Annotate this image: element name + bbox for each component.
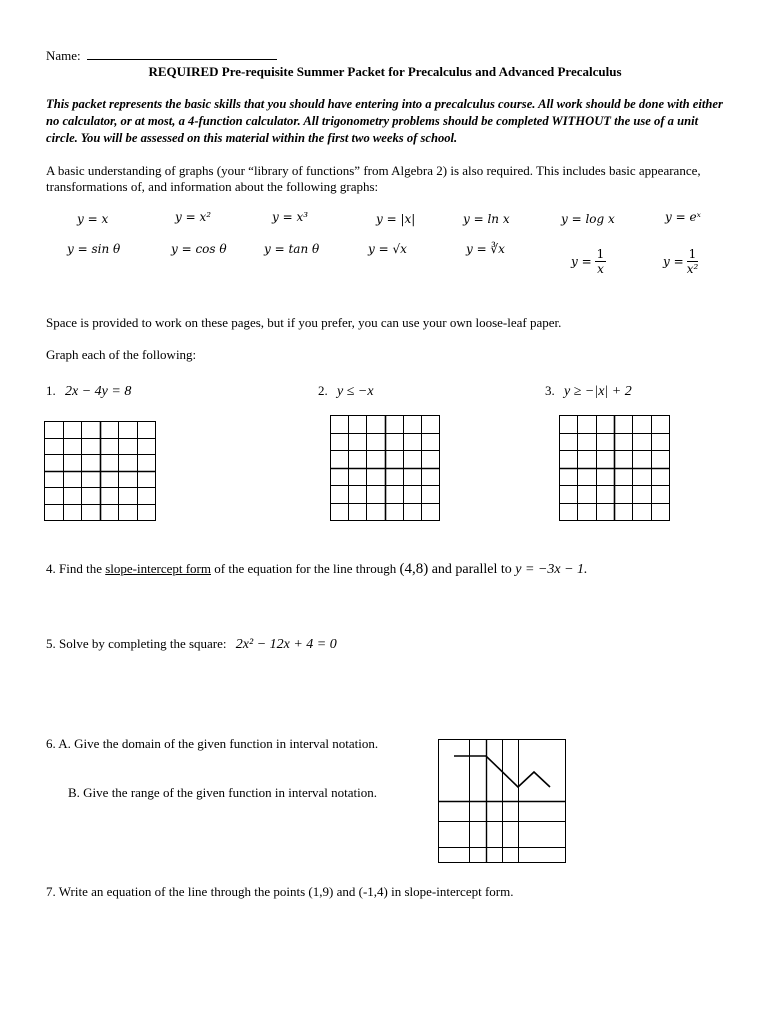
name-blank[interactable] [87, 49, 277, 60]
function-y-x: y = x [77, 212, 109, 226]
intro-paragraph: This packet represents the basic skills that you should have entering into a precalculus course. All work should be done with either no calculator, or at most, a 4-function calculator. All trigonometry problems should be completed WITHOUT the use of a unit circle. You will be assessed on this material within the first two weeks of school. [46, 97, 723, 145]
problem-4-line-equation: y = −3x − 1. [515, 562, 588, 577]
problem-3-equation: y ≥ −|x| + 2 [564, 384, 632, 399]
function-y-one-over-x-squared [663, 248, 698, 276]
problem-5 [46, 636, 337, 653]
graph-instruction: Graph each of the following: [46, 347, 197, 362]
problem-3-number: 3. [545, 383, 555, 398]
function-y-one-over-x-squared-lhs: y = [663, 254, 684, 269]
space-note: Space is provided to work on these pages, but if you prefer, you can use your own loose-leaf paper. [46, 315, 562, 330]
function-y-sqrt-x: y = √x [368, 242, 407, 256]
problem-5-text: 5. Solve by completing the square: [46, 636, 227, 651]
problem-4-middle: of the equation for the line through [211, 561, 400, 576]
problem-4-suffix: and parallel to [428, 562, 516, 577]
problem-5-equation: 2x² − 12x + 4 = 0 [235, 637, 337, 652]
problem-7: 7. Write an equation of the line through the points (1,9) and (-1,4) in slope-intercept form. [46, 884, 514, 899]
function-y-log-x: y = log x [561, 212, 615, 226]
problem-2-equation: y ≤ −x [337, 384, 374, 399]
function-y-tan: y = tan θ [264, 242, 320, 256]
function-y-e-x: y = eˣ [665, 210, 701, 224]
slope-intercept-form-term: slope-intercept form [105, 561, 211, 576]
graph-grid-1[interactable] [44, 421, 156, 521]
function-graph-6 [438, 739, 566, 863]
problem-4-prefix: 4. Find the [46, 561, 106, 576]
problem-2-number: 2. [318, 383, 328, 398]
function-y-abs-x: y = |x| [376, 212, 416, 226]
problem-1 [46, 383, 131, 400]
function-y-cos: y = cos θ [171, 242, 227, 256]
graph-grid-3[interactable] [559, 415, 670, 521]
problem-1-equation: 2x − 4y = 8 [65, 384, 132, 399]
basic-understanding-paragraph: A basic understanding of graphs (your “library of functions” from Algebra 2) is also required. This includes basic appearance, transformations of, and information about the following graphs: [46, 163, 701, 194]
name-label: Name: [46, 48, 81, 63]
function-y-x-cubed: y = x³ [272, 210, 309, 224]
problem-4-point: (4,8) [399, 561, 429, 577]
function-y-cbrt-x: y = ∛x [466, 242, 505, 256]
function-y-one-over-x [571, 248, 606, 276]
function-y-one-over-x-fraction: $\frac{1}{x}$ [596, 247, 605, 276]
page-title: REQUIRED Pre-requisite Summer Packet for Precalculus and Advanced Precalculus [148, 64, 622, 79]
function-y-x-squared: y = x² [175, 210, 212, 224]
problem-1-number: 1. [46, 383, 56, 398]
problem-4 [46, 561, 588, 578]
problem-3 [545, 383, 632, 400]
graph-grid-2[interactable] [330, 415, 440, 521]
function-y-sin: y = sin θ [67, 242, 121, 256]
problem-2 [318, 383, 374, 400]
name-field [46, 48, 277, 64]
problem-6b: B. Give the range of the given function in interval notation. [68, 785, 378, 800]
problem-6a: 6. A. Give the domain of the given function in interval notation. [46, 736, 379, 751]
function-y-one-over-x-squared-fraction: $\frac{1}{\text{x²}}$ [686, 247, 699, 276]
function-y-ln-x: y = ln x [463, 212, 510, 226]
function-y-one-over-x-lhs: y = [571, 254, 592, 269]
